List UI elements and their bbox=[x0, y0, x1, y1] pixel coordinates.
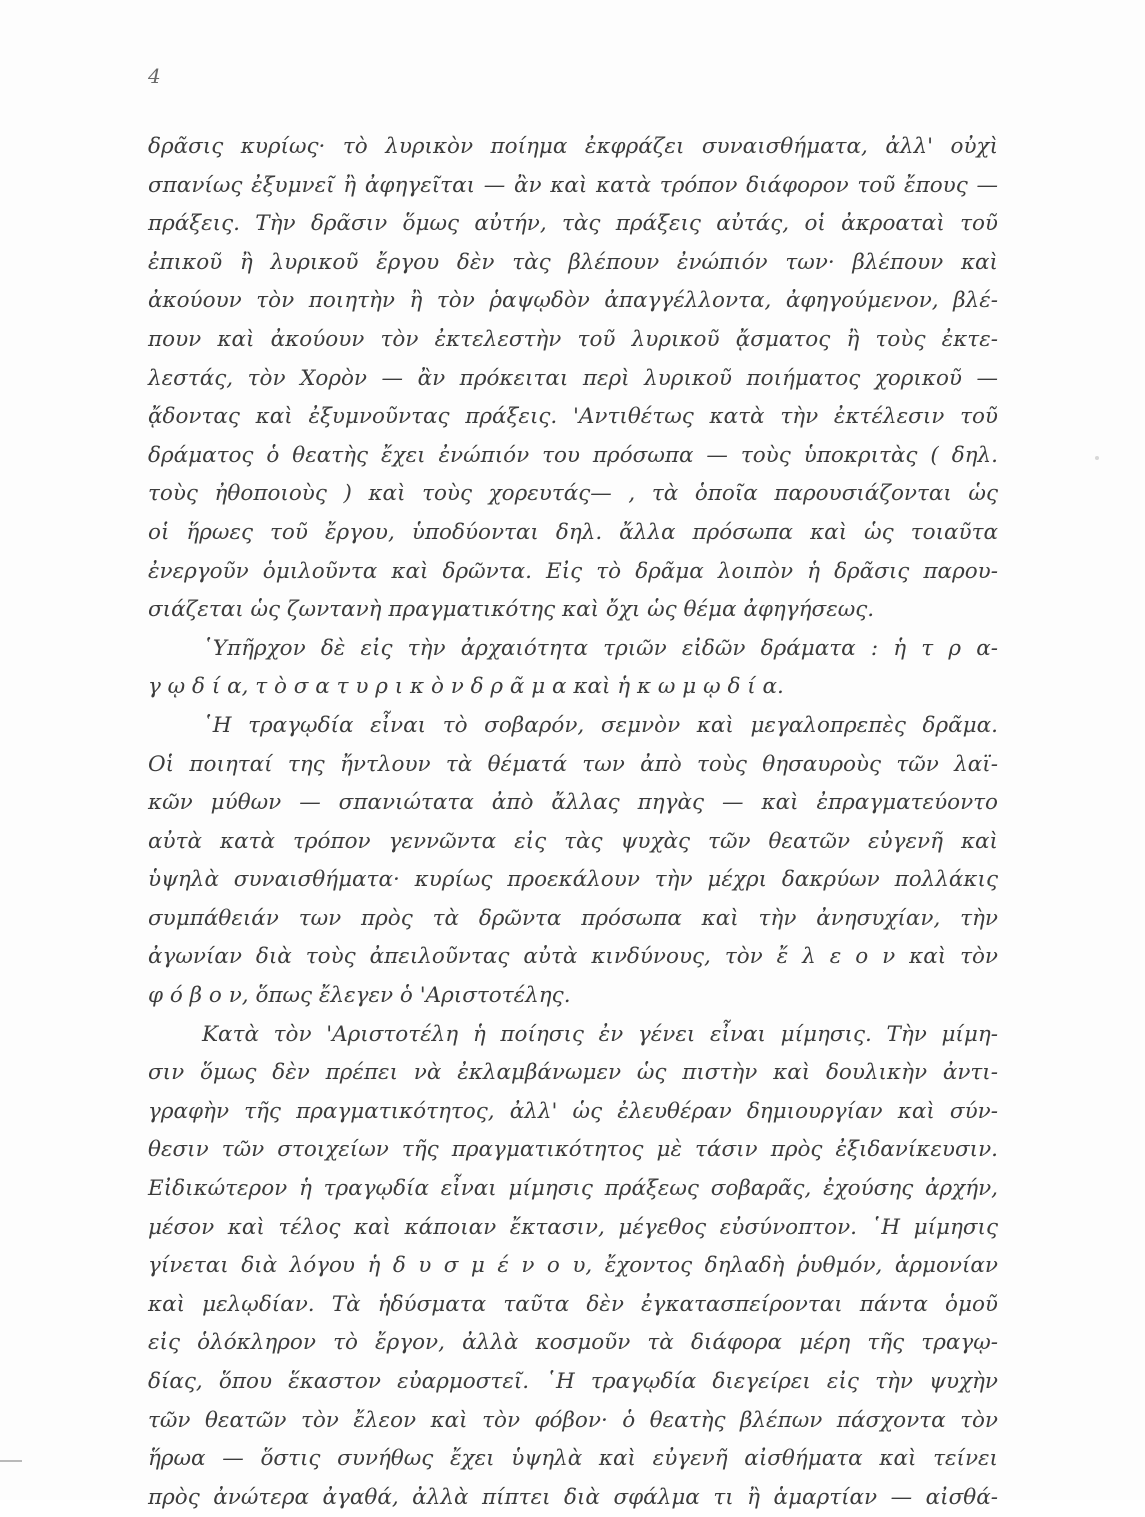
text-line: φ ό β ο ν, ὅπως ἔλεγεν ὁ 'Αριστοτέλης. bbox=[148, 983, 571, 1009]
text-line: οἱ ἥρωες τοῦ ἔργου, ὑποδύονται δηλ. ἄλλα πρόσωπα καὶ ὡς τοιαῦτα bbox=[148, 519, 998, 545]
text-line: συμπάθειάν των πρὸς τὰ δρῶντα πρόσωπα καὶ τὴν ἀνησυχίαν, τὴν bbox=[148, 905, 998, 931]
text-line: ἐνεργοῦν ὁμιλοῦντα καὶ δρῶντα. Εἰς τὸ δρᾶμα λοιπὸν ἡ δρᾶσις παρου- bbox=[148, 558, 998, 584]
page-number: 4 bbox=[148, 64, 161, 88]
text-line: πρὸς ἀνώτερα ἀγαθά, ἀλλὰ πίπτει διὰ σφάλμα τι ἢ ἁμαρτίαν — αἰσθά- bbox=[148, 1484, 998, 1510]
text-line: δίας, ὅπου ἕκαστον εὐαρμοστεῖ. ῾Η τραγῳδία διεγείρει εἰς τὴν ψυχὴν bbox=[148, 1369, 998, 1394]
paragraph-first-line: ῾Η τραγῳδία εἶναι τὸ σοβαρόν, σεμνὸν καὶ μεγαλοπρεπὲς δρᾶμα. bbox=[202, 712, 998, 738]
text-line: γ ῳ δ ί α, τ ὸ σ α τ υ ρ ι κ ὸ ν δ ρ ᾶ μ α καὶ ἡ κ ω μ ῳ δ ί α. bbox=[148, 674, 784, 700]
text-line: λεστάς, τὸν Χορὸν — ἂν πρόκειται περὶ λυρικοῦ ποιήματος χορικοῦ — bbox=[148, 365, 998, 391]
text-line: ᾄδοντας καὶ ἐξυμνοῦντας πράξεις. 'Αντιθέτως κατὰ τὴν ἐκτέλεσιν τοῦ bbox=[148, 404, 998, 430]
text-line: κῶν μύθων — σπανιώτατα ἀπὸ ἄλλας πηγὰς — καὶ ἐπραγματεύοντο bbox=[148, 790, 998, 816]
text-line: δράματος ὁ θεατὴς ἔχει ἐνώπιόν του πρόσωπα — τοὺς ὑποκριτὰς ( δηλ. bbox=[148, 442, 998, 468]
text-line: τῶν θεατῶν τὸν ἔλεον καὶ τὸν φόβον· ὁ θεατὴς βλέπων πάσχοντα τὸν bbox=[148, 1407, 998, 1433]
text-line: ἐπικοῦ ἢ λυρικοῦ ἔργου δὲν τὰς βλέπουν ἐνώπιόν των· βλέπουν καὶ bbox=[148, 249, 998, 275]
text-line: Οἱ ποιηταί της ἤντλουν τὰ θέματά των ἀπὸ τοὺς θησαυροὺς τῶν λαϊ- bbox=[148, 751, 998, 777]
text-line: πουν καὶ ἀκούουν τὸν ἐκτελεστὴν τοῦ λυρικοῦ ᾄσματος ἢ τοὺς ἐκτε- bbox=[148, 326, 998, 352]
text-line: δρᾶσις κυρίως· τὸ λυρικὸν ποίημα ἐκφράζει συναισθήματα, ἀλλ' οὐχὶ bbox=[148, 134, 998, 159]
text-line: πράξεις. Τὴν δρᾶσιν ὅμως αὐτήν, τὰς πράξεις αὐτάς, οἱ ἀκροαταὶ τοῦ bbox=[148, 211, 998, 237]
text-line: γραφὴν τῆς πραγματικότητος, ἀλλ' ὡς ἐλευθέραν δημιουργίαν καὶ σύν- bbox=[148, 1098, 998, 1124]
paragraph-first-line: ῾Υπῆρχον δὲ εἰς τὴν ἀρχαιότητα τριῶν εἰδῶν δράματα : ἡ τ ρ α- bbox=[202, 635, 998, 661]
text-line: ἥρωα — ὅστις συνήθως ἔχει ὑψηλὰ καὶ εὐγενῆ αἰσθήματα καὶ τείνει bbox=[148, 1446, 998, 1472]
scan-edge-mark bbox=[0, 1460, 22, 1462]
text-line: μέσον καὶ τέλος καὶ κάποιαν ἔκτασιν, μέγεθος εὐσύνοπτον. ῾Η μίμησις bbox=[148, 1214, 998, 1240]
text-line: ἀκούουν τὸν ποιητὴν ἢ τὸν ῥαψῳδὸν ἀπαγγέλλοντα, ἀφηγούμενον, βλέ- bbox=[148, 288, 998, 314]
text-line: θεσιν τῶν στοιχείων τῆς πραγματικότητος μὲ τάσιν πρὸς ἐξιδανίκευσιν. bbox=[148, 1137, 998, 1163]
paragraph-first-line: Κατὰ τὸν 'Αριστοτέλη ἡ ποίησις ἐν γένει εἶναι μίμησις. Τὴν μίμη- bbox=[202, 1021, 998, 1047]
body-text bbox=[148, 128, 998, 1517]
scan-speck bbox=[1095, 456, 1099, 460]
text-line: σπανίως ἐξυμνεῖ ἢ ἀφηγεῖται — ἂν καὶ κατὰ τρόπον διάφορον τοῦ ἔπους — bbox=[148, 172, 998, 198]
text-line: σιάζεται ὡς ζωντανὴ πραγματικότης καὶ ὄχι ὡς θέμα ἀφηγήσεως. bbox=[148, 597, 875, 623]
text-line: αὐτὰ κατὰ τρόπον γεννῶντα εἰς τὰς ψυχὰς τῶν θεατῶν εὐγενῆ καὶ bbox=[148, 828, 998, 854]
text-line: ὑψηλὰ συναισθήματα· κυρίως προεκάλουν τὴν μέχρι δακρύων πολλάκις bbox=[148, 867, 998, 893]
text-line: εἰς ὁλόκληρον τὸ ἔργον, ἀλλὰ κοσμοῦν τὰ διάφορα μέρη τῆς τραγῳ- bbox=[148, 1330, 998, 1356]
text-line: καὶ μελῳδίαν. Τὰ ἡδύσματα ταῦτα δὲν ἐγκατασπείρονται πάντα ὁμοῦ bbox=[148, 1291, 998, 1317]
text-line: Εἰδικώτερον ἡ τραγῳδία εἶναι μίμησις πράξεως σοβαρᾶς, ἐχούσης ἀρχήν, bbox=[148, 1176, 998, 1202]
text-line: σιν ὅμως δὲν πρέπει νὰ ἐκλαμβάνωμεν ὡς πιστὴν καὶ δουλικὴν ἀντι- bbox=[148, 1060, 998, 1086]
text-line: γίνεται διὰ λόγου ἡ δ υ σ μ έ ν ο υ, ἔχοντος δηλαδὴ ῥυθμόν, ἁρμονίαν bbox=[148, 1253, 998, 1279]
text-line: τοὺς ἠθοποιοὺς ) καὶ τοὺς χορευτάς— , τὰ ὁποῖα παρουσιάζονται ὡς bbox=[148, 481, 998, 507]
text-line: ἀγωνίαν διὰ τοὺς ἀπειλοῦντας αὐτὰ κινδύνους, τὸν ἔ λ ε ο ν καὶ τὸν bbox=[148, 944, 998, 970]
